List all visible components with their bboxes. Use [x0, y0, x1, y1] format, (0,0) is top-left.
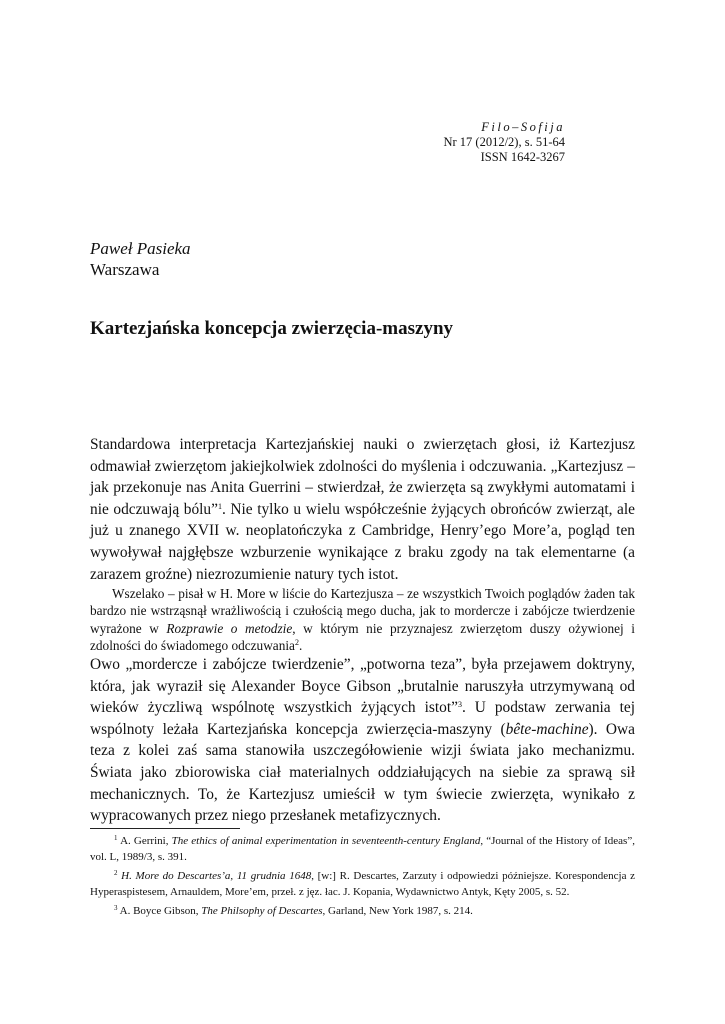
- author-name: Paweł Pasieka: [90, 239, 191, 258]
- author-block: [90, 238, 191, 280]
- journal-issue: Nr 17 (2012/2), s. 51-64: [443, 135, 565, 149]
- footnote-divider: [90, 828, 240, 829]
- author-city: Warszawa: [90, 260, 160, 279]
- footnote-3: $^3$ A. Boyce Gibson, The Philsophy of Descartes, Garland, New York 1987, s. 214.: [114, 904, 473, 917]
- journal-name: Filo–Sofija: [481, 120, 565, 134]
- footnotes: [90, 834, 635, 924]
- paragraph-2: Owo „mordercze i zabójcze twierdzenie”, „potworna teza”, była przejawem doktryny, która, jak wyraził się Alexander Boyce Gibson „brutalnie naruszyła utrzymywaną od wieków życzliwą wspólnotę wszystkich żyjących istot”$^3$. U podstaw zerwania tej wspólnoty leżała Kartezjańska koncepcja zwierzęcia-maszyny (bête-machine). Owa teza z kolei zaś sama stanowiła uszczegółowienie wizji świata jako mechanizmu. Świata jako zbiorowiska ciał materialnych oddziałujących na siebie za sprawą sił mechanicznych. To, że Kartezjusz umieścił w tym świecie zwierzęta, wynikało z wypracowanych przez niego przesłanek metafizycznych.: [90, 655, 635, 825]
- footnote-ref-2[interactable]: 2: [294, 637, 299, 647]
- footnote-ref-3[interactable]: 3: [457, 700, 462, 710]
- paragraph-1: Standardowa interpretacja Kartezjańskiej nauki o zwierzętach głosi, iż Kartezjusz odmawiał zwierzętom jakiejkolwiek zdolności do myślenia i odczuwania. „Kartezjusz – jak przekonuje nas Anita Guerrini – stwierdzał, że zwierzęta są zwykłymi automatami i nie odczuwają bólu”$^1$. Nie tylko u wielu współcześnie żyjących obrońców zwierząt, ale już u znanego XVII w. neoplatończyka z Cambridge, Henry’ego More’a, pogląd ten wywoływał najgłębsze wzburzenie wynikające z braku zgody na tak elementarne (a zarazem groźne) niezrozumienie natury tych istot.: [90, 436, 635, 583]
- article-title: Kartezjańska koncepcja zwierzęcia-maszyny: [90, 318, 454, 339]
- footnote-1: $^1$ A. Gerrini, The ethics of animal experimentation in seventeenth-century England, “Journal of the History of Ideas”, vol. L, 1989/3, s. 391.: [90, 834, 635, 863]
- footnote-ref-1[interactable]: 1: [217, 501, 222, 511]
- journal-header: [345, 120, 565, 165]
- article-body: [90, 434, 635, 827]
- block-quote: Wszelako – pisał w H. More w liście do Kartezjusza – ze wszystkich Twoich poglądów żaden tak bardzo nie wstrząsnął wrażliwością i czułością mego ducha, jak to mordercze i zabójcze twierdzenie wyrażone w Rozprawie o metodzie, w którym nie przyznajesz zwierzętom duszy ożywionej i zdolności do świadomego odczuwania$^2$.: [90, 586, 635, 653]
- journal-issn: ISSN 1642-3267: [480, 150, 565, 164]
- footnote-2: $^2$ H. More do Descartes’a, 11 grudnia 1648, [w:] R. Descartes, Zarzuty i odpowiedzi późniejsze. Korespondencja z Hyperaspistesem, Arnauldem, More’em, przeł. z jęz. łac. J. Kopania, Wydawnictwo Antyk, Kęty 2005, s. 52.: [90, 869, 635, 898]
